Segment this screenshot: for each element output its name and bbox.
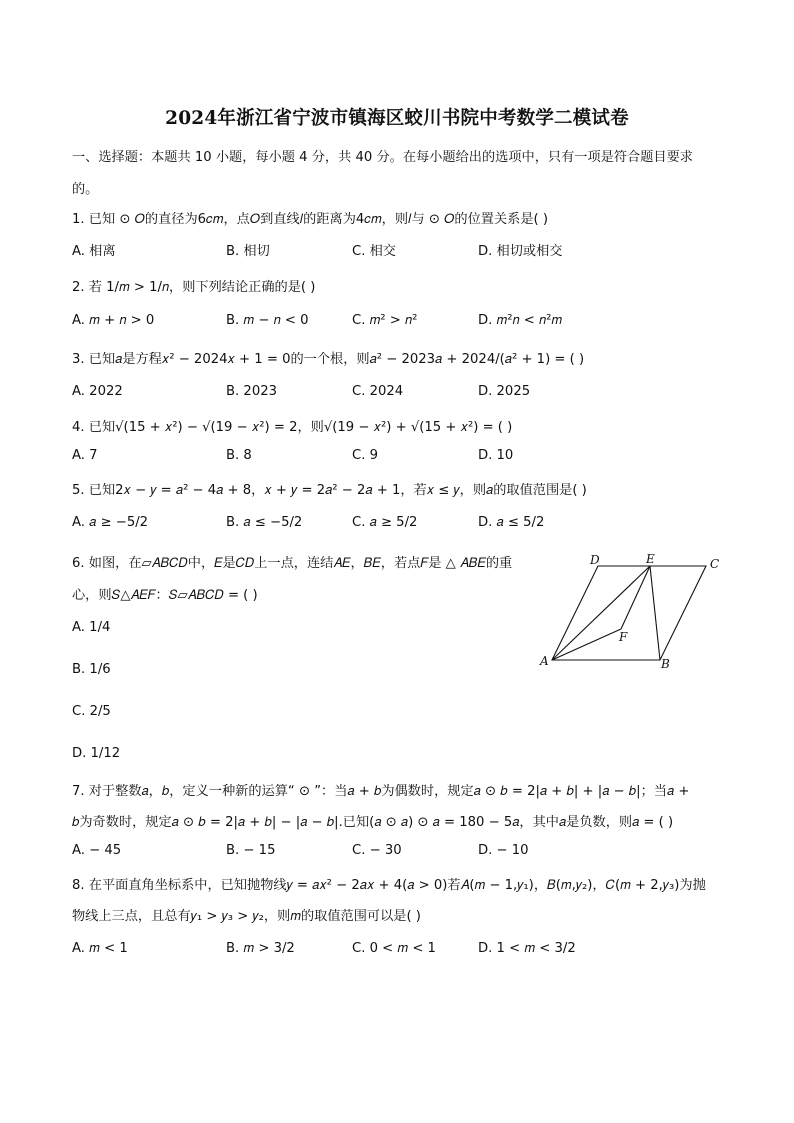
label-d: D [590, 553, 600, 567]
label-c: C [710, 557, 720, 571]
q1-option-c: C. 相交 [352, 244, 396, 259]
q4-option-b: B. 8 [226, 448, 252, 463]
q8-option-a: A. 𝑚 < 1 [72, 941, 128, 956]
q8-option-c: C. 0 < 𝑚 < 1 [352, 941, 436, 956]
q1-option-d: D. 相切或相交 [478, 244, 563, 259]
segment-af [552, 629, 621, 660]
q8-option-d: D. 1 < 𝑚 < 3/2 [478, 941, 576, 956]
segment-fe [621, 566, 650, 629]
q5-option-b: B. 𝑎 ≤ −5/2 [226, 515, 303, 530]
question-8-stem: 8. 在平面直角坐标系中，已知抛物线𝑦 = 𝑎𝑥² − 2𝑎𝑥 + 4(𝑎 > 0)若𝐴(𝑚 − 1,𝑦₁)，𝐵(𝑚,𝑦₂)，𝐶(𝑚 + 2,𝑦₃)为抛 [72, 878, 706, 893]
q3-option-b: B. 2023 [226, 384, 277, 399]
q6-option-a: A. 1/4 [72, 620, 111, 635]
q6-option-c: C. 2/5 [72, 704, 111, 719]
q4-option-d: D. 10 [478, 448, 514, 463]
parallelogram-figure [536, 552, 726, 672]
label-a: A [540, 654, 549, 668]
q5-option-a: A. 𝑎 ≥ −5/2 [72, 515, 149, 530]
question-6-stem-cont: 心，则𝑆△𝐴𝐸𝐹：𝑆▱𝐴𝐵𝐶𝐷 = ( ) [72, 588, 258, 603]
segment-ae [552, 566, 650, 660]
q5-option-d: D. 𝑎 ≤ 5/2 [478, 515, 545, 530]
q7-option-b: B. − 15 [226, 843, 276, 858]
label-e: E [646, 552, 655, 566]
question-3-stem: 3. 已知𝑎是方程𝑥² − 2024𝑥 + 1 = 0的一个根，则𝑎² − 2023𝑎 + 2024/(𝑎² + 1) = ( ) [72, 352, 585, 367]
q4-option-c: C. 9 [352, 448, 378, 463]
q2-option-d: D. 𝑚²𝑛 < 𝑛²𝑚 [478, 313, 563, 328]
question-8-stem-cont: 物线上三点，且总有𝑦₁ > 𝑦₃ > 𝑦₂，则𝑚的取值范围可以是( ) [72, 909, 421, 924]
label-b: B [661, 657, 670, 671]
q2-option-b: B. 𝑚 − 𝑛 < 0 [226, 313, 309, 328]
question-5-stem: 5. 已知2𝑥 − 𝑦 = 𝑎² − 4𝑎 + 8，𝑥 + 𝑦 = 2𝑎² − 2𝑎 + 1，若𝑥 ≤ 𝑦，则𝑎的取值范围是( ) [72, 483, 587, 498]
q8-option-b: B. 𝑚 > 3/2 [226, 941, 295, 956]
question-1-stem: 1. 已知 ⊙ 𝑂的直径为6𝑐𝑚，点𝑂到直线𝑙的距离为4𝑐𝑚，则𝑙与 ⊙ 𝑂的位置关系是( ) [72, 212, 549, 227]
segment-be [650, 566, 660, 660]
question-7-stem: 7. 对于整数𝑎，𝑏，定义一种新的运算“ ⊙ ”：当𝑎 + 𝑏为偶数时，规定𝑎 ⊙ 𝑏 = 2|𝑎 + 𝑏| + |𝑎 − 𝑏|；当𝑎 + [72, 784, 690, 799]
page-title: 2024年浙江省宁波市镇海区蛟川书院中考数学二模试卷 [165, 108, 629, 129]
question-6-stem: 6. 如图，在▱𝐴𝐵𝐶𝐷中，𝐸是𝐶𝐷上一点，连结𝐴𝐸，𝐵𝐸，若点𝐹是 △ 𝐴𝐵𝐸的重 [72, 556, 513, 571]
q3-option-c: C. 2024 [352, 384, 404, 399]
section-instruction-cont: 的。 [72, 182, 99, 197]
q7-option-a: A. − 45 [72, 843, 122, 858]
section-instruction: 一、选择题：本题共 10 小题，每小题 4 分，共 40 分。在每小题给出的选项中，只有一项是符合题目要求 [72, 150, 693, 165]
question-4-stem: 4. 已知√(15 + 𝑥²) − √(19 − 𝑥²) = 2，则√(19 − 𝑥²) + √(15 + 𝑥²) = ( ) [72, 420, 513, 435]
q6-option-b: B. 1/6 [72, 662, 111, 677]
q7-option-c: C. − 30 [352, 843, 402, 858]
q6-option-d: D. 1/12 [72, 746, 121, 761]
question-2-stem: 2. 若 1/𝑚 > 1/𝑛，则下列结论正确的是( ) [72, 280, 316, 295]
q3-option-d: D. 2025 [478, 384, 531, 399]
parallelogram-abcd [552, 566, 706, 660]
label-f: F [619, 630, 628, 644]
q2-option-c: C. 𝑚² > 𝑛² [352, 313, 418, 328]
q3-option-a: A. 2022 [72, 384, 123, 399]
q5-option-c: C. 𝑎 ≥ 5/2 [352, 515, 418, 530]
q7-option-d: D. − 10 [478, 843, 529, 858]
q1-option-a: A. 相离 [72, 244, 116, 259]
q2-option-a: A. 𝑚 + 𝑛 > 0 [72, 313, 155, 328]
q4-option-a: A. 7 [72, 448, 98, 463]
question-7-stem-cont: 𝑏为奇数时，规定𝑎 ⊙ 𝑏 = 2|𝑎 + 𝑏| − |𝑎 − 𝑏|.已知(𝑎 ⊙ 𝑎) ⊙ 𝑎 = 180 − 5𝑎，其中𝑎是负数，则𝑎 = ( ) [72, 815, 674, 830]
q1-option-b: B. 相切 [226, 244, 270, 259]
